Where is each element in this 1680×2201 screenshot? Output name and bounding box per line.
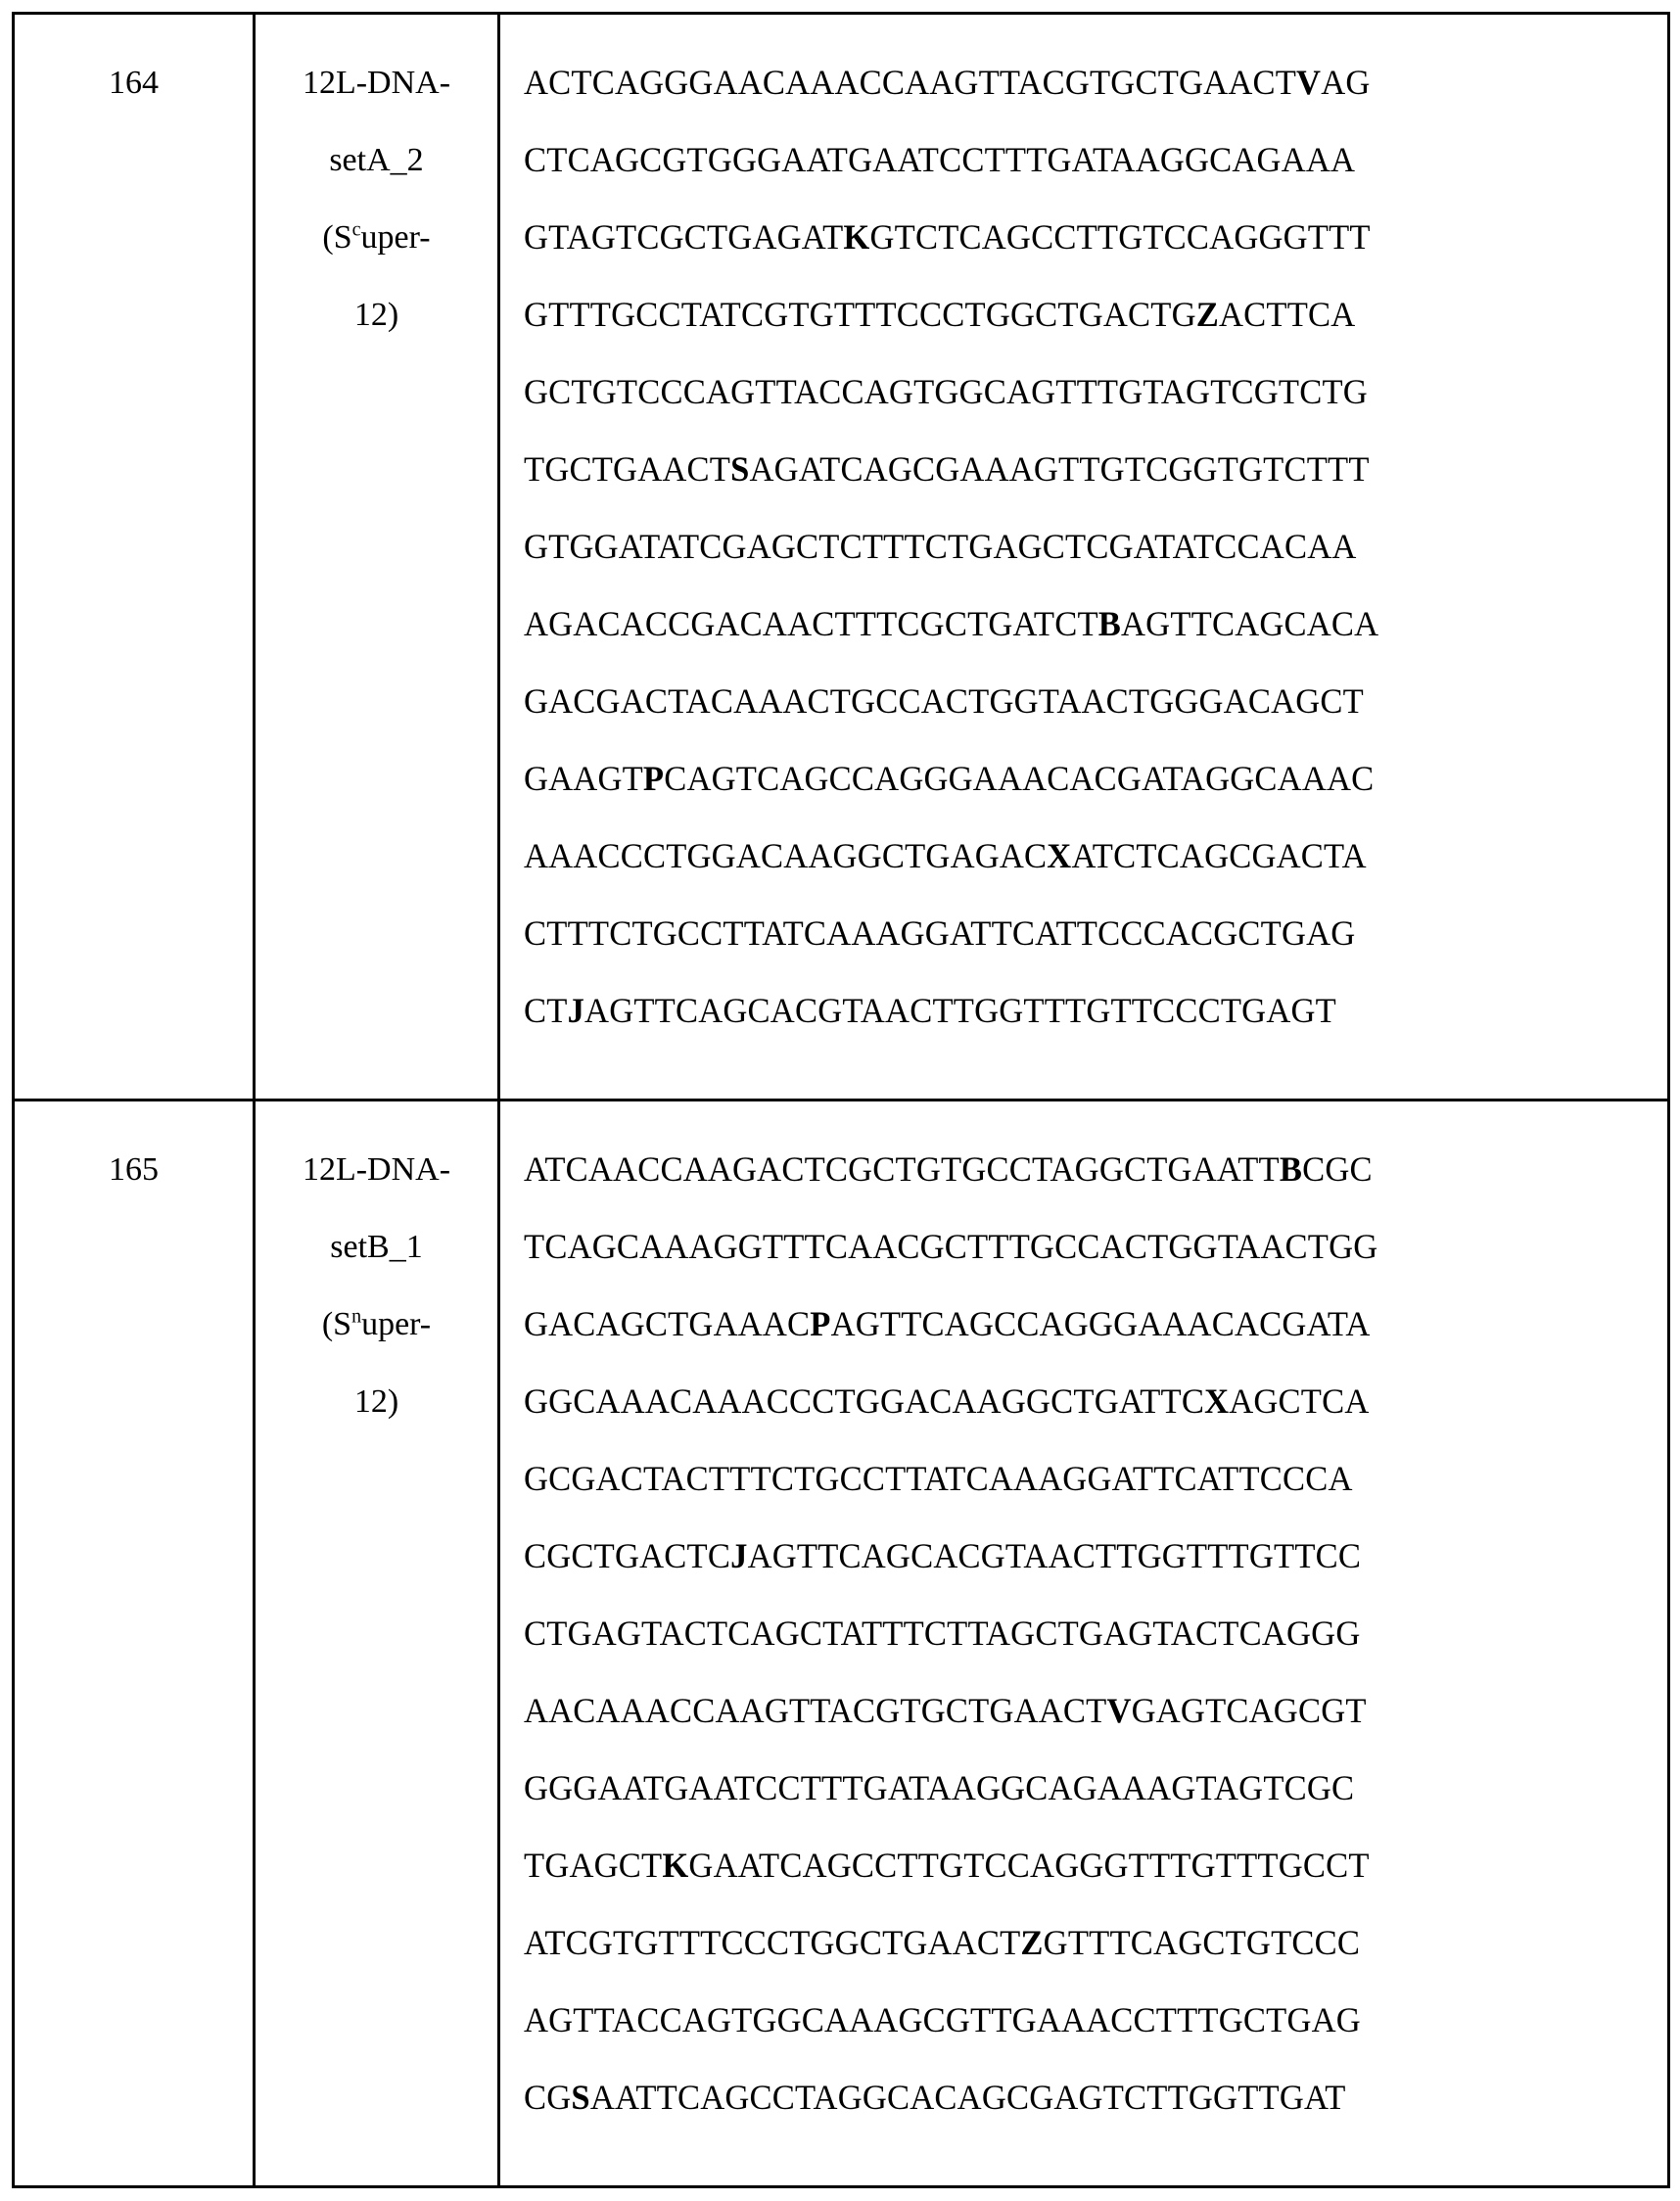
paren-suffix: uper-: [361, 1306, 431, 1342]
sequence-line: GTTTGCCTATCGTGTTTCCCTGGCTGACTGZACTTCA: [524, 276, 1621, 353]
sequence-line: GGCAAACAAACCCTGGACAAGGCTGATTCXAGCTCA: [524, 1363, 1621, 1440]
seq-name-line: [256, 199, 497, 276]
sequence-cell: [499, 14, 1669, 1100]
seq-id-cell: [14, 1100, 255, 2187]
seq-name-cell: [255, 14, 499, 1100]
sequence-line: CTTTCTGCCTTATCAAAGGATTCATTCCCACGCTGAG: [524, 895, 1621, 972]
seq-id-cell: [14, 14, 255, 1100]
seq-name-line: setB_1: [256, 1208, 497, 1286]
seq-id: 165: [15, 1131, 253, 1208]
marker-letter: B: [1280, 1149, 1302, 1189]
sequence-line: CGCTGACTCJAGTTCAGCACGTAACTTGGTTTGTTCC: [524, 1518, 1621, 1595]
seq-name-line: setA_2: [256, 121, 497, 199]
marker-letter: P: [810, 1304, 830, 1343]
sequence-line: TGCTGAACTSAGATCAGCGAAAGTTGTCGGTGTCTTT: [524, 431, 1621, 508]
paren-suffix: uper-: [361, 219, 431, 256]
sequence-line: AAACCCTGGACAAGGCTGAGACXATCTCAGCGACTA: [524, 818, 1621, 895]
marker-letter: X: [1204, 1381, 1229, 1421]
sequence-block: [500, 15, 1667, 1050]
sequence-line: CGSAATTCAGCCTAGGCACAGCGAGTCTTGGTTGAT: [524, 2059, 1621, 2136]
marker-letter: Z: [1020, 1923, 1043, 1962]
sequence-line: GTAGTCGCTGAGATKGTCTCAGCCTTGTCCAGGGTTT: [524, 199, 1621, 276]
sequence-line: GACAGCTGAAACPAGTTCAGCCAGGGAAACACGATA: [524, 1286, 1621, 1363]
marker-letter: J: [730, 1536, 747, 1575]
sequence-line: ACTCAGGGAACAAACCAAGTTACGTGCTGAACTVAG: [524, 44, 1621, 121]
seq-name-line: 12L-DNA-: [256, 44, 497, 121]
marker-letter: X: [1047, 836, 1071, 875]
paren-prefix: (S: [322, 219, 351, 256]
seq-name-line: 12): [256, 1363, 497, 1440]
table-row: [14, 14, 1669, 1100]
seq-name-cell: [255, 1100, 499, 2187]
sequence-line: GAAGTPCAGTCAGCCAGGGAAACACGATAGGCAAAC: [524, 740, 1621, 818]
sequence-line: GTGGATATCGAGCTCTTTCTGAGCTCGATATCCACAA: [524, 508, 1621, 585]
sequence-line: TGAGCTKGAATCAGCCTTGTCCAGGGTTTGTTTGCCT: [524, 1827, 1621, 1904]
sequence-table: [12, 12, 1670, 2188]
sequence-line: AGACACCGACAACTTTCGCTGATCTBAGTTCAGCACA: [524, 585, 1621, 663]
marker-letter: S: [730, 449, 749, 489]
marker-letter: S: [571, 2078, 589, 2117]
seq-name-line: 12): [256, 276, 497, 353]
sequence-line: CTCAGCGTGGGAATGAATCCTTTGATAAGGCAGAAA: [524, 121, 1621, 199]
seq-id: 164: [15, 44, 253, 121]
seq-name-line: 12L-DNA-: [256, 1131, 497, 1208]
marker-letter: V: [1296, 63, 1321, 102]
seq-name: [256, 44, 497, 353]
superscript: n: [351, 1306, 361, 1328]
marker-letter: V: [1106, 1691, 1131, 1730]
sequence-line: TCAGCAAAGGTTTCAACGCTTTGCCACTGGTAACTGG: [524, 1208, 1621, 1286]
sequence-line: ATCGTGTTTCCCTGGCTGAACTZGTTTCAGCTGTCCC: [524, 1904, 1621, 1982]
marker-letter: B: [1098, 604, 1121, 643]
marker-letter: J: [568, 991, 584, 1030]
sequence-cell: [499, 1100, 1669, 2187]
seq-name: [256, 1131, 497, 1440]
sequence-line: AACAAACCAAGTTACGTGCTGAACTVGAGTCAGCGT: [524, 1672, 1621, 1750]
sequence-line: AGTTACCAGTGGCAAAGCGTTGAAACCTTTGCTGAG: [524, 1982, 1621, 2059]
sequence-line: GACGACTACAAACTGCCACTGGTAACTGGGACAGCT: [524, 663, 1621, 740]
marker-letter: K: [662, 1846, 688, 1885]
marker-letter: Z: [1196, 295, 1219, 334]
table-row: [14, 1100, 1669, 2187]
paren-prefix: (S: [322, 1306, 351, 1342]
marker-letter: K: [843, 217, 869, 257]
sequence-line: GCGACTACTTTCTGCCTTATCAAAGGATTCATTCCCA: [524, 1440, 1621, 1518]
sequence-line: ATCAACCAAGACTCGCTGTGCCTAGGCTGAATTBCGC: [524, 1131, 1621, 1208]
sequence-line: GGGAATGAATCCTTTGATAAGGCAGAAAGTAGTCGC: [524, 1750, 1621, 1827]
superscript: c: [352, 219, 361, 241]
sequence-line: CTJAGTTCAGCACGTAACTTGGTTTGTTCCCTGAGT: [524, 972, 1621, 1050]
sequence-line: GCTGTCCCAGTTACCAGTGGCAGTTTGTAGTCGTCTG: [524, 353, 1621, 431]
seq-name-line: [256, 1286, 497, 1363]
sequence-block: [500, 1101, 1667, 2136]
sequence-line: CTGAGTACTCAGCTATTTCTTAGCTGAGTACTCAGGG: [524, 1595, 1621, 1672]
marker-letter: P: [643, 759, 664, 798]
